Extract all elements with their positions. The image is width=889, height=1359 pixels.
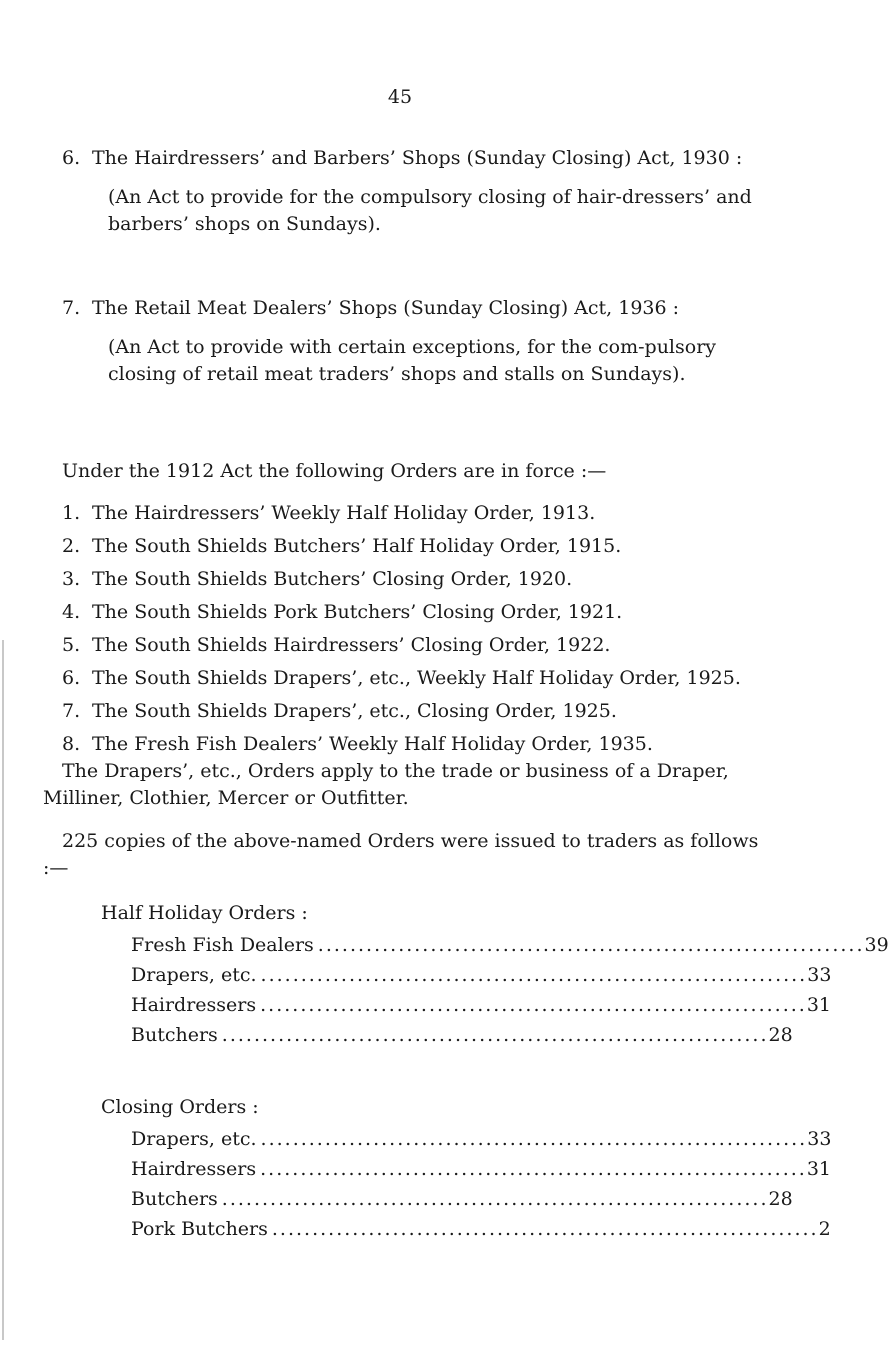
- order-number: 8.: [62, 733, 81, 755]
- row-label: Hairdressers: [131, 1158, 257, 1180]
- leader-dots: ....................................................................: [317, 934, 865, 956]
- order-number: 4.: [62, 601, 81, 623]
- row-value: 33: [807, 964, 832, 986]
- page-number: 45: [387, 86, 413, 108]
- act-number: 6.: [62, 147, 81, 169]
- row-value: 2: [818, 1218, 831, 1240]
- order-text: The Hairdressers’ Weekly Half Holiday Order, 1913.: [92, 502, 596, 524]
- copies-note: 225 copies of the above-named Orders were issued to traders as follows :—: [43, 830, 759, 879]
- row-value: 31: [806, 1158, 832, 1180]
- orders-intro: Under the 1912 Act the following Orders are in force :—: [62, 460, 607, 482]
- list-item: [62, 599, 762, 626]
- table-row: [131, 1024, 793, 1051]
- order-text: The South Shields Hairdressers’ Closing Order, 1922.: [92, 634, 611, 656]
- order-text: The South Shields Butchers’ Half Holiday Order, 1915.: [92, 535, 622, 557]
- order-text: The South Shields Butchers’ Closing Order, 1920.: [92, 568, 573, 590]
- table-row: [131, 964, 832, 991]
- row-value: 33: [807, 1128, 832, 1150]
- page-edge-line: [2, 640, 4, 1340]
- act-title: The Hairdressers’ and Barbers’ Shops (Sunday Closing) Act, 1930 :: [92, 147, 743, 169]
- list-item: [62, 632, 762, 659]
- order-number: 2.: [62, 535, 81, 557]
- order-text: The South Shields Drapers’, etc., Weekly Half Holiday Order, 1925.: [92, 667, 741, 689]
- leader-dots: ....................................................................: [260, 964, 808, 986]
- order-number: 6.: [62, 667, 81, 689]
- list-item: [62, 665, 762, 692]
- table-row: [131, 1188, 793, 1215]
- row-value: 31: [806, 994, 832, 1016]
- row-label: Butchers: [131, 1188, 218, 1210]
- order-number: 5.: [62, 634, 81, 656]
- act-number: 7.: [62, 297, 81, 319]
- order-number: 3.: [62, 568, 81, 590]
- table-row: [131, 1128, 832, 1155]
- row-label: Pork Butchers: [131, 1218, 268, 1240]
- leader-dots: ....................................................................: [260, 1128, 808, 1150]
- leader-dots: ....................................................................: [221, 1188, 769, 1210]
- half-holiday-label: Half Holiday Orders :: [101, 902, 308, 924]
- row-label: Butchers: [131, 1024, 218, 1046]
- leader-dots: ....................................................................: [260, 1158, 807, 1180]
- act-title: The Retail Meat Dealers’ Shops (Sunday Closing) Act, 1936 :: [92, 297, 680, 319]
- closing-orders-label: Closing Orders :: [101, 1096, 259, 1118]
- drapers-note: The Drapers’, etc., Orders apply to the trade or business of a Draper, Milliner, Clothier, Mercer or Outfitter.: [43, 760, 729, 809]
- act-7: [62, 295, 762, 388]
- order-number: 7.: [62, 700, 81, 722]
- act-6: [62, 145, 762, 238]
- row-label: Drapers, etc.: [131, 964, 257, 986]
- act-description: (An Act to provide for the compulsory closing of hair-dressers’ and barbers’ shops on Sundays).: [108, 186, 752, 235]
- list-item: [62, 500, 762, 527]
- row-label: Fresh Fish Dealers: [131, 934, 314, 956]
- row-value: 28: [768, 1024, 793, 1046]
- act-description: (An Act to provide with certain exceptions, for the com-pulsory closing of retail meat traders’ shops and stalls on Sundays).: [108, 336, 717, 385]
- order-text: The South Shields Pork Butchers’ Closing Order, 1921.: [92, 601, 623, 623]
- leader-dots: ....................................................................: [221, 1024, 769, 1046]
- table-row: [131, 1218, 831, 1245]
- list-item: [62, 731, 762, 758]
- table-row: [131, 934, 889, 961]
- row-value: 39: [864, 934, 889, 956]
- table-row: [131, 1158, 832, 1185]
- row-label: Drapers, etc.: [131, 1128, 257, 1150]
- list-item: [62, 698, 762, 725]
- order-number: 1.: [62, 502, 81, 524]
- leader-dots: ....................................................................: [260, 994, 807, 1016]
- orders-list: [62, 500, 762, 764]
- order-text: The South Shields Drapers’, etc., Closing Order, 1925.: [92, 700, 617, 722]
- order-text: The Fresh Fish Dealers’ Weekly Half Holiday Order, 1935.: [92, 733, 653, 755]
- row-label: Hairdressers: [131, 994, 257, 1016]
- table-row: [131, 994, 832, 1021]
- list-item: [62, 566, 762, 593]
- list-item: [62, 533, 762, 560]
- leader-dots: ....................................................................: [271, 1218, 819, 1240]
- row-value: 28: [768, 1188, 793, 1210]
